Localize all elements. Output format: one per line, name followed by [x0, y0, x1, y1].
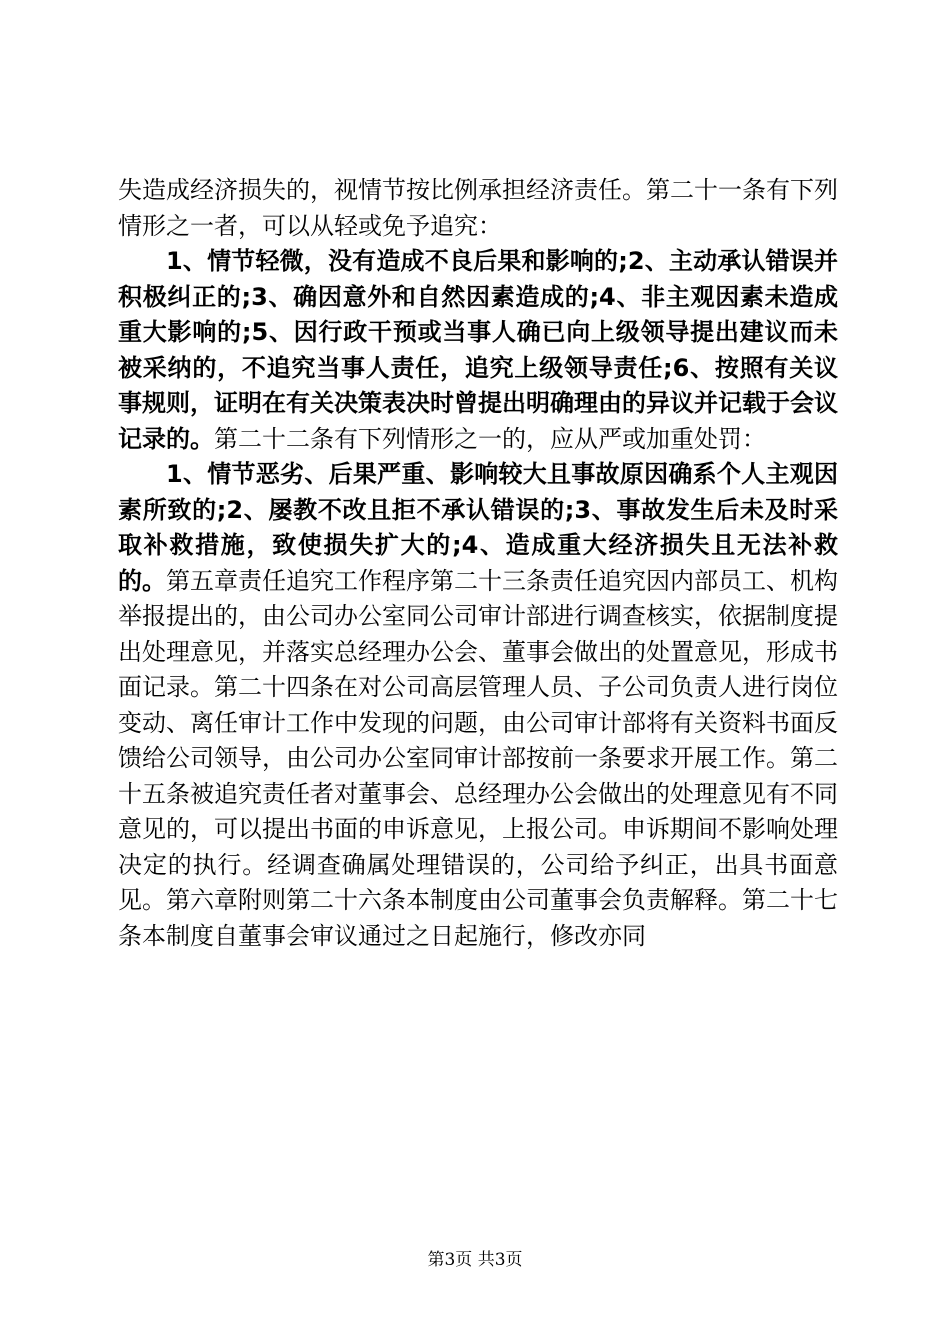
paragraph-text: 第五章责任追究工作程序第二十三条责任追究因内部员工、机构举报提出的，由公司办公室同公司审计部进行调查核实，依据制度提出处理意见，并落实总经理办公会、董事会做出的处置意见，形成书面记录。第二十四条在对公司高层管理人员、子公司负责人进行岗位变动、离任审计工作中发现的问题，由公司审计部将有关资料书面反馈给公司领导，由公司办公室同审计部按前一条要求开展工作。第二十五条被追究责任者对董事会、总经理办公会做出的处理意见有不同意见的，可以提出书面的申诉意见，上报公司。申诉期间不影响处理决定的执行。经调查确属处理错误的，公司给予纠正，出具书面意见。第六章附则第二十六条本制度由公司董事会负责解释。第二十七条本制度自董事会审议通过之日起施行，修改亦同	[118, 566, 838, 950]
paragraph-text-bold: 1、情节轻微，没有造成不良后果和影响的;2、主动承认错误并积极纠正的;3、确因意外和自然因素造成的;4、非主观因素未造成重大影响的;5、因行政干预或当事人确已向上级领导提出建议而未被采纳的，不追究当事人责任，追究上级领导责任;6、按照有关议事规则，证明在有关决策表决时曾提出明确理由的异议并记载于会议记录的。	[118, 247, 838, 453]
page-number-footer: 第3页 共3页	[427, 1250, 523, 1270]
paragraph-text: 失造成经济损失的，视情节按比例承担经济责任。第二十一条有下列情形之一者，可以从轻或免予追究：	[118, 176, 838, 240]
paragraph-3	[118, 457, 838, 954]
paragraph-2	[118, 244, 838, 457]
paragraph-text: 第二十二条有下列情形之一的，应从严或加重处罚：	[214, 424, 766, 453]
paragraph-1	[118, 173, 838, 244]
paragraph-text-bold: 1、情节恶劣、后果严重、影响较大且事故原因确系个人主观因素所致的;2、屡教不改且拒不承认错误的;3、事故发生后未及时采取补救措施，致使损失扩大的;4、造成重大经济损失且无法补救的。	[118, 460, 838, 595]
document-body	[118, 173, 838, 954]
